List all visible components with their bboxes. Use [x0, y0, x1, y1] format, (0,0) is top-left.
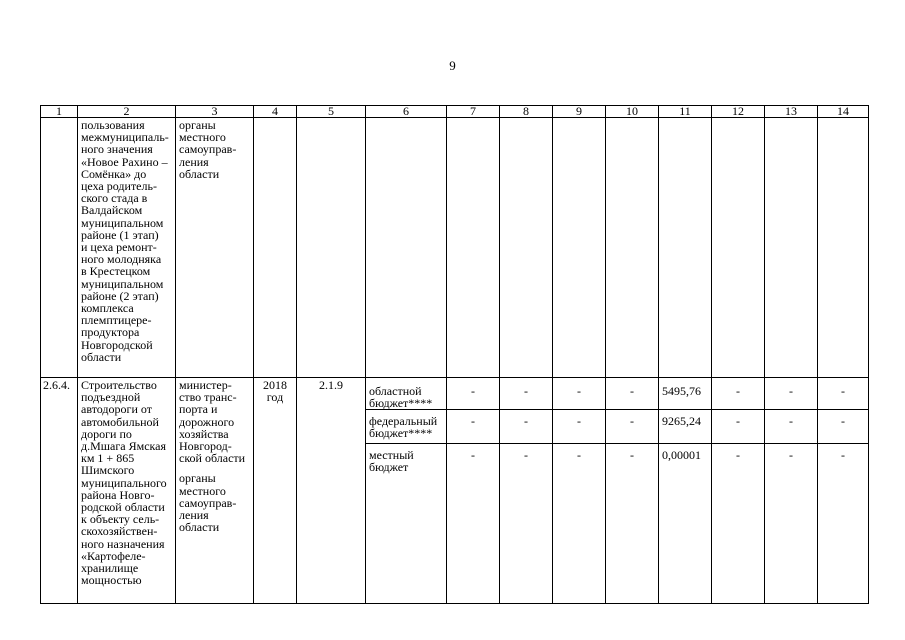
measure-name-cell: пользования межмуниципаль- ного значения «Новое Рахино – Сомёнка» до цеха родитель- ского стада в Валдайском муниципальном районе (1 этап) и цеха ремонт- ного молодняка в Крестецком муниципальном районе (2 этап) комплекса племптицере- продуктора Новгородской области: [78, 118, 176, 378]
header-cell: 2: [78, 106, 176, 118]
funding-value: -: [524, 448, 528, 462]
value-cell: [765, 378, 818, 604]
executor-cell: органы местного самоуправ- ления области: [176, 118, 254, 378]
header-cell: 4: [254, 106, 297, 118]
header-cell: 13: [765, 106, 818, 118]
value-cell: [659, 378, 712, 604]
page-number: 9: [449, 58, 456, 73]
funding-value: -: [765, 410, 817, 444]
table-cell: [765, 118, 818, 378]
header-cell: 11: [659, 106, 712, 118]
header-row: [41, 106, 869, 118]
table-cell: [254, 118, 297, 378]
value-cell: [818, 378, 869, 604]
value-cell: [712, 378, 765, 604]
header-cell: 5: [297, 106, 366, 118]
item-number-cell: 2.6.4.: [41, 378, 78, 604]
value-cell: [553, 378, 606, 604]
funding-value: -: [577, 448, 581, 462]
funding-value: -: [447, 410, 499, 444]
term-cell: 2018 год: [254, 378, 297, 604]
funding-value: -: [736, 448, 740, 462]
header-cell: 10: [606, 106, 659, 118]
funding-amount: 5495,76: [659, 378, 711, 410]
table-cell: [712, 118, 765, 378]
funding-value: -: [818, 410, 868, 444]
executor-cell: [176, 378, 254, 604]
funding-source: федеральный бюджет****: [366, 410, 446, 444]
funding-source: местный бюджет: [369, 448, 414, 475]
header-cell: 14: [818, 106, 869, 118]
indicator-ref-cell: 2.1.9: [297, 378, 366, 604]
table-row: [41, 118, 869, 378]
funding-value: -: [712, 378, 764, 410]
value-cell: [606, 378, 659, 604]
value-cell: [447, 378, 500, 604]
header-cell: 9: [553, 106, 606, 118]
table-cell: [500, 118, 553, 378]
header-cell: 8: [500, 106, 553, 118]
measure-name-cell: Строительство подъездной автодороги от автомобильной дороги по д.Мшага Ямская км 1 + 865 Шимского муниципального района Новго- родской области к объекту сель- скохозяйствен- ного назначения «Картофеле- хранилище мощностью: [78, 378, 176, 604]
table-cell: [606, 118, 659, 378]
executor-ministry: министер- ство транс- порта и дорожного хозяйства Новгород- ской области: [179, 378, 246, 466]
executor-local: органы местного самоуправ- ления области: [179, 471, 237, 535]
header-cell: 3: [176, 106, 254, 118]
table-cell: [366, 118, 447, 378]
header-cell: 1: [41, 106, 78, 118]
funding-value: -: [765, 378, 817, 410]
table-cell: [553, 118, 606, 378]
table-cell: [659, 118, 712, 378]
funding-value: -: [553, 378, 605, 410]
funding-value: -: [500, 378, 552, 410]
funding-value: -: [630, 448, 634, 462]
funding-value: -: [553, 410, 605, 444]
value-cell: [500, 378, 553, 604]
funding-value: -: [841, 448, 845, 462]
funding-value: -: [471, 448, 475, 462]
table-cell: [447, 118, 500, 378]
header-cell: 6: [366, 106, 447, 118]
table-row: [41, 378, 869, 604]
table-cell: [41, 118, 78, 378]
source-cell: [366, 378, 447, 604]
funding-value: -: [606, 410, 658, 444]
funding-amount: 0,00001: [662, 448, 701, 462]
header-cell: 7: [447, 106, 500, 118]
funding-value: -: [712, 410, 764, 444]
header-cell: 12: [712, 106, 765, 118]
program-table: [40, 105, 869, 604]
table-cell: [297, 118, 366, 378]
funding-value: -: [500, 410, 552, 444]
funding-value: -: [447, 378, 499, 410]
funding-value: -: [789, 448, 793, 462]
funding-value: -: [818, 378, 868, 410]
table-cell: [818, 118, 869, 378]
funding-value: -: [606, 378, 658, 410]
funding-amount: 9265,24: [659, 410, 711, 444]
funding-source: областной бюджет****: [366, 378, 446, 410]
